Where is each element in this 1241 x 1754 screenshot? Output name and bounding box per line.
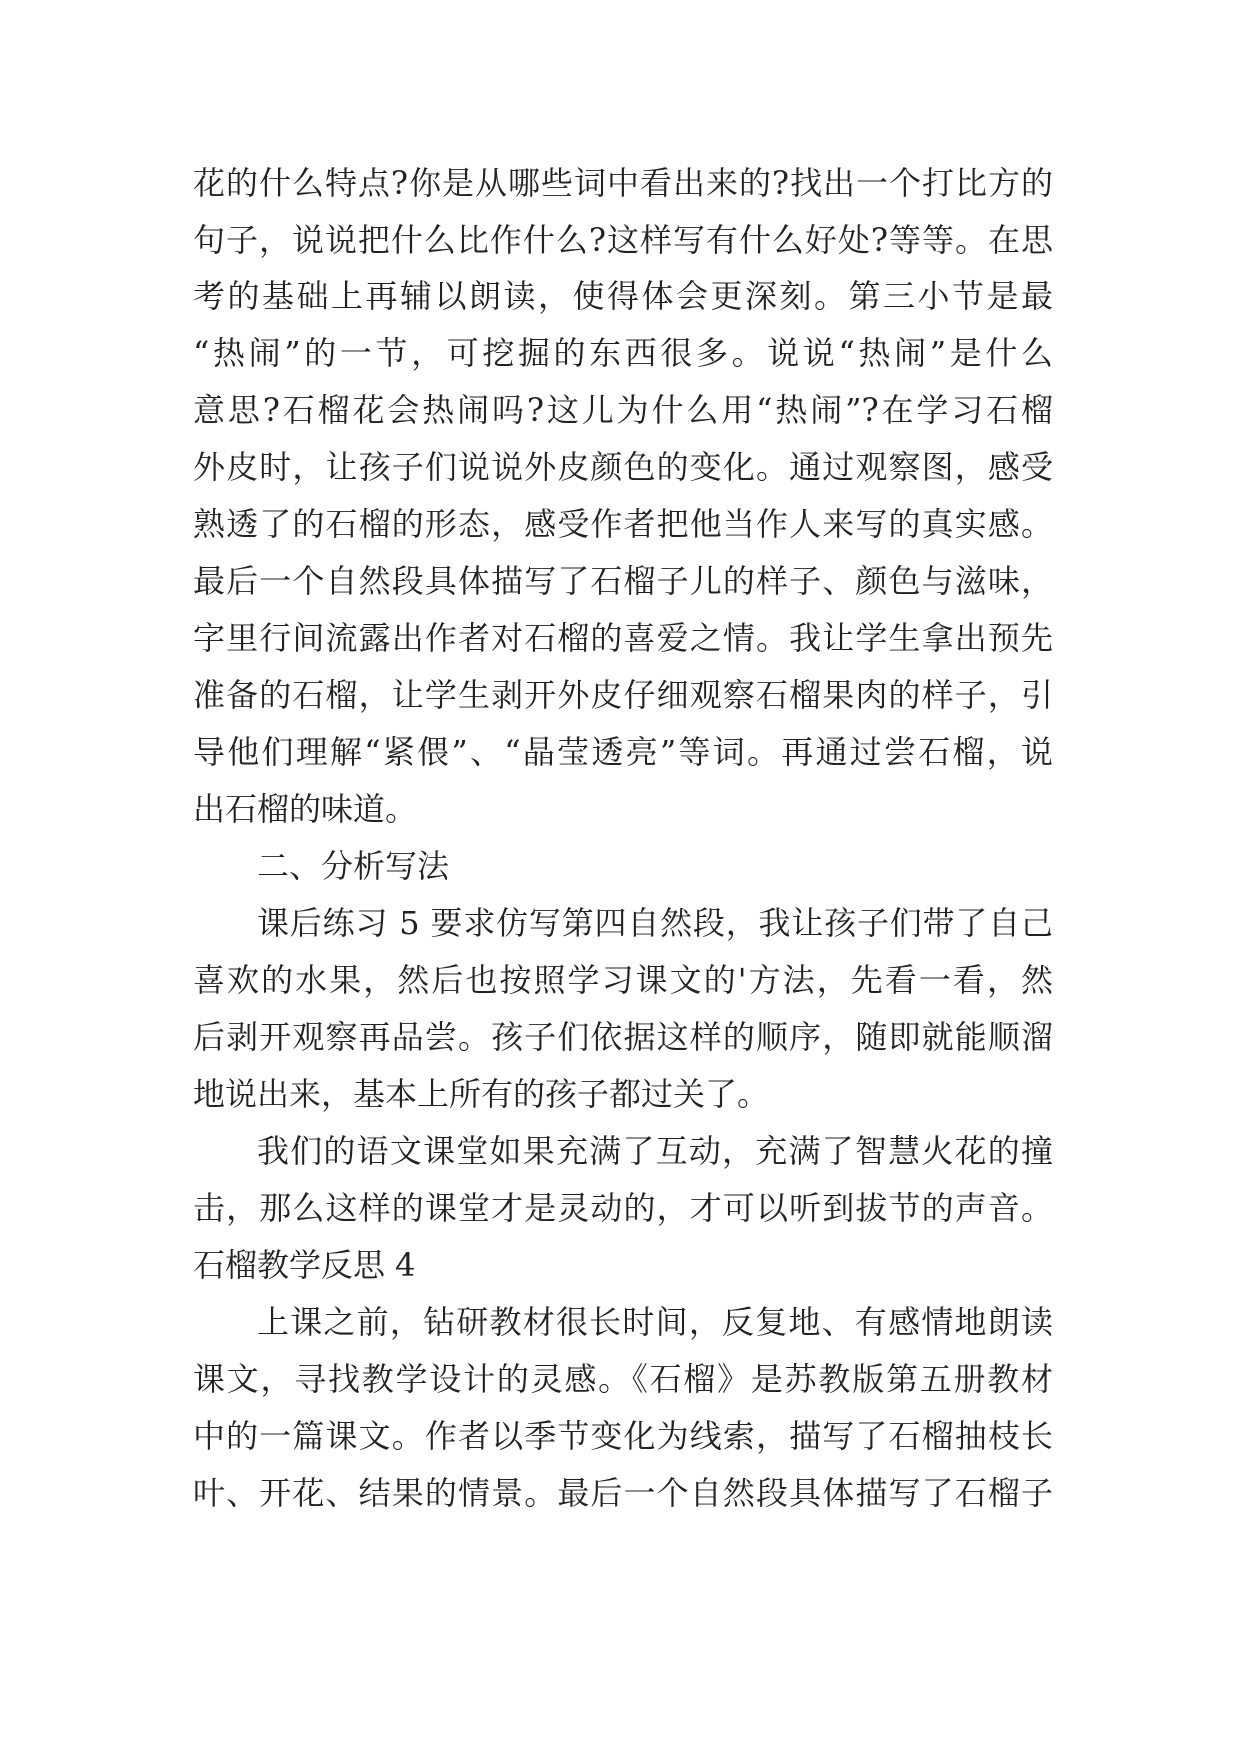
text-line: 考的基础上再辅以朗读，使得体会更深刻。第三小节是最: [193, 277, 1053, 315]
text-line: 中的一篇课文。作者以季节变化为线索，描写了石榴抽枝长: [193, 1417, 1053, 1455]
text-line: 后剥开观察再品尝。孩子们依据这样的顺序，随即就能顺溜: [193, 1018, 1053, 1056]
text-line: 最后一个自然段具体描写了石榴子儿的样子、颜色与滋味，: [193, 562, 1053, 600]
text-line: 击，那么这样的课堂才是灵动的，才可以听到拔节的声音。: [193, 1189, 1053, 1227]
text-line: 喜欢的水果，然后也按照学习课文的'方法，先看一看，然: [193, 961, 1053, 999]
text-line: “热闹”的一节，可挖掘的东西很多。说说“热闹”是什么: [193, 334, 1053, 372]
text-line: 出石榴的味道。: [193, 790, 418, 828]
text-line: 熟透了的石榴的形态，感受作者把他当作人来写的真实感。: [193, 505, 1053, 543]
text-line: 我们的语文课堂如果充满了互动，充满了智慧火花的撞: [257, 1132, 1053, 1170]
section-heading: 二、分析写法: [257, 847, 450, 885]
text-line: 花的什么特点?你是从哪些词中看出来的?找出一个打比方的: [193, 164, 1053, 202]
text-line: 地说出来，基本上所有的孩子都过关了。: [193, 1075, 770, 1113]
text-line: 句子，说说把什么比作什么?这样写有什么好处?等等。在思: [193, 221, 1053, 259]
document-title: 石榴教学反思 4: [193, 1246, 416, 1284]
text-line: 意思?石榴花会热闹吗?这儿为什么用“热闹”?在学习石榴: [193, 391, 1053, 429]
text-line: 课文，寻找教学设计的灵感。《石榴》是苏教版第五册教材: [193, 1360, 1053, 1398]
text-line: 字里行间流露出作者对石榴的喜爱之情。我让学生拿出预先: [193, 619, 1053, 657]
text-line: 课后练习 5 要求仿写第四自然段，我让孩子们带了自己: [257, 904, 1053, 942]
text-line: 外皮时，让孩子们说说外皮颜色的变化。通过观察图，感受: [193, 448, 1053, 486]
text-line: 导他们理解“紧偎”、“晶莹透亮”等词。再通过尝石榴，说: [193, 733, 1053, 771]
text-line: 叶、开花、结果的情景。最后一个自然段具体描写了石榴子: [193, 1474, 1053, 1512]
text-line: 准备的石榴，让学生剥开外皮仔细观察石榴果肉的样子，引: [193, 676, 1053, 714]
text-line: 上课之前，钻研教材很长时间，反复地、有感情地朗读: [257, 1303, 1053, 1341]
